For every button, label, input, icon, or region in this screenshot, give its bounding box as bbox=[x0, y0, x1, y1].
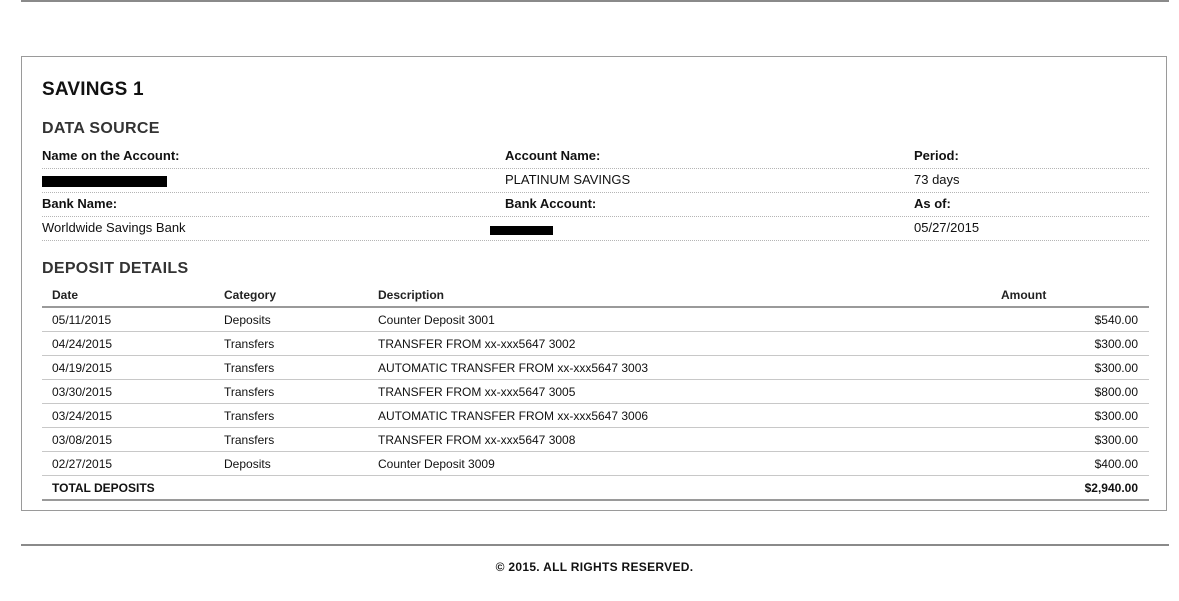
row-date: 03/24/2015 bbox=[52, 409, 113, 423]
row-description: Counter Deposit 3009 bbox=[378, 457, 495, 471]
bank-account-value bbox=[505, 220, 553, 235]
total-deposits-amount: $2,940.00 bbox=[1084, 481, 1138, 495]
info-label-row-1 bbox=[42, 144, 1149, 169]
redacted-name-block bbox=[42, 176, 167, 187]
top-divider bbox=[21, 0, 1169, 2]
row-date: 04/19/2015 bbox=[52, 361, 113, 375]
row-description: TRANSFER FROM xx-xxx5647 3002 bbox=[378, 337, 576, 351]
deposit-table bbox=[42, 283, 1149, 501]
row-amount: $300.00 bbox=[1094, 409, 1138, 423]
row-description: TRANSFER FROM xx-xxx5647 3008 bbox=[378, 433, 576, 447]
row-amount: $540.00 bbox=[1094, 313, 1138, 327]
period-label: Period: bbox=[914, 148, 959, 163]
column-header-date: Date bbox=[52, 288, 79, 302]
bank-name-label: Bank Name: bbox=[42, 196, 118, 211]
column-header-amount: Amount bbox=[1001, 288, 1047, 302]
info-value-row-1 bbox=[42, 168, 1149, 193]
row-category: Transfers bbox=[224, 385, 275, 399]
table-row bbox=[42, 404, 1149, 428]
row-category: Transfers bbox=[224, 433, 275, 447]
column-header-category: Category bbox=[224, 288, 277, 302]
copyright-footer: © 2015. ALL RIGHTS RESERVED. bbox=[495, 560, 694, 574]
data-source-heading: DATA SOURCE bbox=[42, 120, 160, 137]
row-date: 05/11/2015 bbox=[52, 313, 112, 327]
table-header-row bbox=[42, 283, 1149, 308]
row-date: 03/08/2015 bbox=[52, 433, 113, 447]
row-amount: $300.00 bbox=[1094, 337, 1138, 351]
period-value: 73 days bbox=[914, 172, 960, 187]
row-category: Deposits bbox=[224, 457, 271, 471]
info-value-row-2 bbox=[42, 216, 1149, 241]
account-title: SAVINGS 1 bbox=[42, 79, 144, 100]
row-category: Transfers bbox=[224, 409, 275, 423]
table-row bbox=[42, 356, 1149, 380]
row-description: AUTOMATIC TRANSFER FROM xx-xxx5647 3006 bbox=[378, 409, 649, 423]
row-description: Counter Deposit 3001 bbox=[378, 313, 495, 327]
name-on-account-value bbox=[42, 172, 167, 187]
table-row bbox=[42, 308, 1149, 332]
table-row bbox=[42, 380, 1149, 404]
as-of-label: As of: bbox=[914, 196, 951, 211]
table-total-row bbox=[42, 476, 1149, 501]
table-row bbox=[42, 452, 1149, 476]
bank-account-label: Bank Account: bbox=[505, 196, 597, 211]
row-amount: $300.00 bbox=[1094, 433, 1138, 447]
account-name-value: PLATINUM SAVINGS bbox=[505, 172, 631, 187]
redacted-account-block bbox=[490, 226, 553, 235]
row-description: TRANSFER FROM xx-xxx5647 3005 bbox=[378, 385, 576, 399]
row-category: Transfers bbox=[224, 337, 275, 351]
row-category: Deposits bbox=[224, 313, 271, 327]
bottom-divider bbox=[21, 544, 1169, 546]
deposit-details-heading: DEPOSIT DETAILS bbox=[42, 260, 189, 277]
info-label-row-2 bbox=[42, 192, 1149, 217]
row-amount: $400.00 bbox=[1094, 457, 1138, 471]
row-category: Transfers bbox=[224, 361, 275, 375]
row-amount: $800.00 bbox=[1094, 385, 1138, 399]
account-name-label: Account Name: bbox=[505, 148, 601, 163]
row-description: AUTOMATIC TRANSFER FROM xx-xxx5647 3003 bbox=[378, 361, 649, 375]
name-on-account-label: Name on the Account: bbox=[42, 148, 180, 163]
row-date: 02/27/2015 bbox=[52, 457, 113, 471]
column-header-description: Description bbox=[378, 288, 445, 302]
row-date: 04/24/2015 bbox=[52, 337, 113, 351]
as-of-value: 05/27/2015 bbox=[914, 220, 980, 235]
table-row bbox=[42, 332, 1149, 356]
bank-name-value: Worldwide Savings Bank bbox=[42, 220, 186, 235]
account-card bbox=[21, 56, 1167, 511]
row-date: 03/30/2015 bbox=[52, 385, 113, 399]
row-amount: $300.00 bbox=[1094, 361, 1138, 375]
table-row bbox=[42, 428, 1149, 452]
total-deposits-label: TOTAL DEPOSITS bbox=[52, 481, 155, 495]
